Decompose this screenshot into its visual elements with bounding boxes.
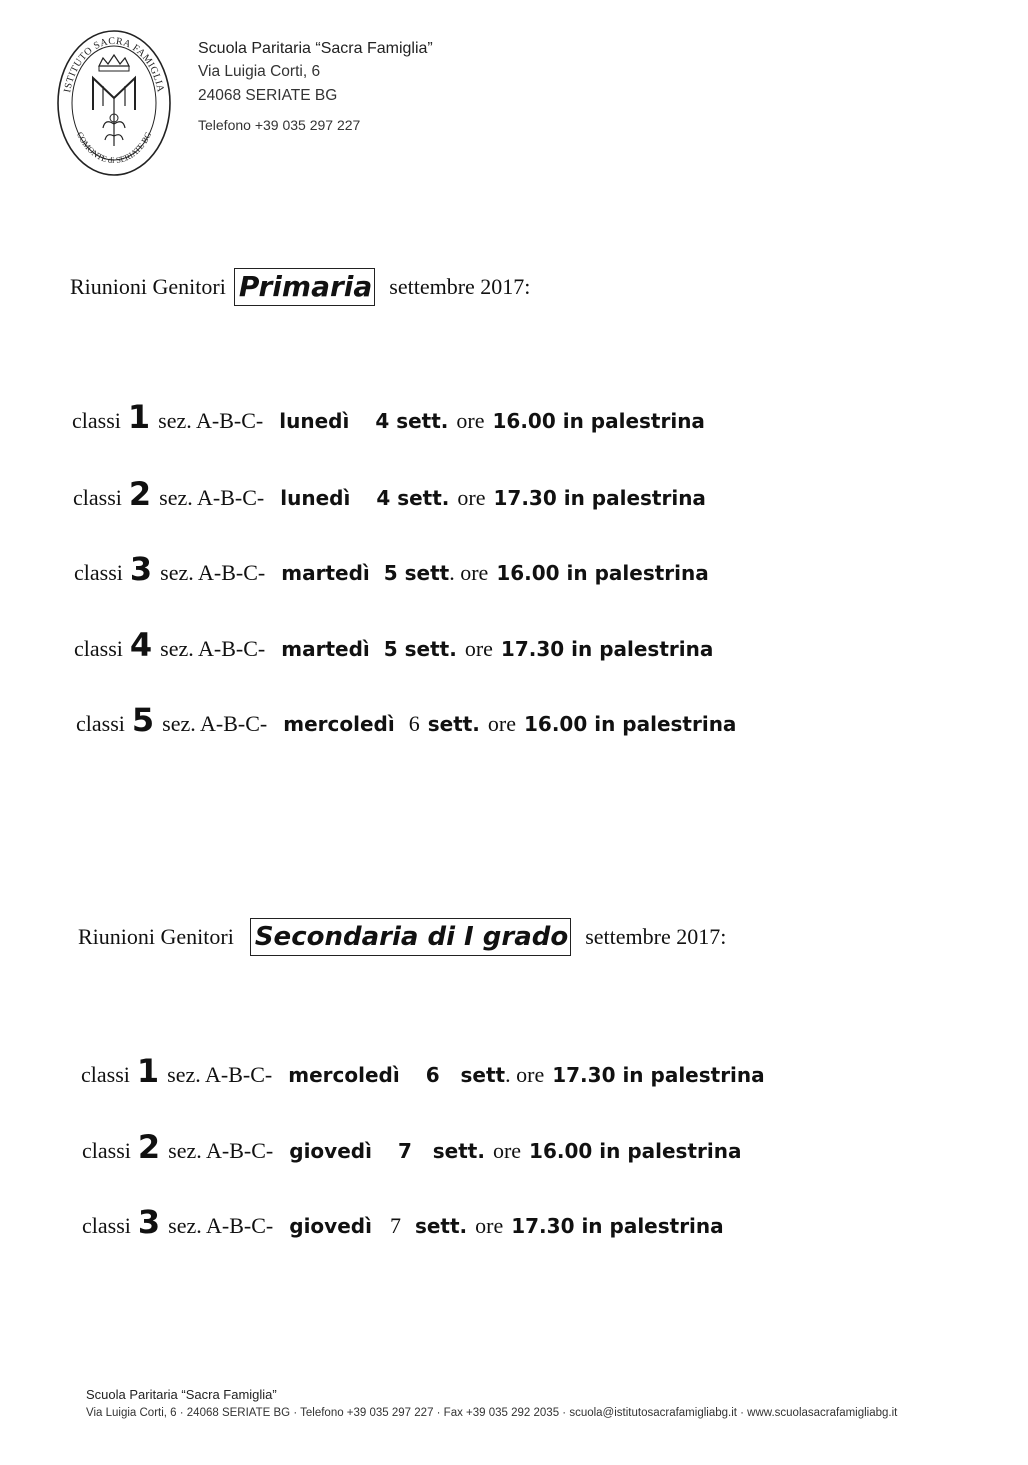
row-time-place: 16.00 in palestrina [492, 409, 705, 433]
row-ore: ore [457, 485, 486, 510]
row-class-number: 4 [129, 626, 153, 664]
row-class-number: 5 [131, 701, 155, 739]
row-class-number: 3 [129, 550, 153, 588]
row-day: martedì [281, 561, 370, 585]
row-ore: ore [464, 636, 493, 661]
school-seal-logo [55, 28, 173, 178]
row-classi: classi [74, 636, 123, 661]
row-day: lunedì [279, 409, 350, 433]
row-time-place: 17.30 in palestrina [511, 1214, 724, 1238]
primaria-heading-prefix: Riunioni Genitori [70, 274, 226, 299]
letterhead-city: 24068 SERIATE BG [198, 87, 338, 104]
secondaria-heading [78, 918, 726, 956]
row-class-number: 2 [128, 475, 152, 513]
row-time-place: 16.00 in palestrina [524, 712, 737, 736]
row-date: 7 sett. [397, 1139, 485, 1163]
row-classi: classi [72, 408, 121, 433]
primaria-row-1 [72, 398, 705, 436]
row-class-number: 2 [137, 1128, 161, 1166]
row-time-place: 17.30 in palestrina [500, 637, 714, 661]
secondaria-heading-prefix: Riunioni Genitori [78, 924, 234, 949]
row-sections: sez. A-B-C- [167, 1062, 273, 1087]
primaria-heading [70, 268, 530, 306]
row-sections: sez. A-B-C- [160, 560, 266, 585]
row-date: 4 sett. [376, 486, 450, 510]
row-date: 6 sett [425, 1063, 506, 1087]
row-date-number: 6 [408, 711, 420, 736]
row-day: mercoledì [288, 1063, 400, 1087]
row-ore: . ore [449, 560, 489, 585]
row-classi: classi [82, 1138, 131, 1163]
primaria-heading-suffix: settembre 2017: [389, 274, 531, 299]
row-ore: . ore [505, 1062, 545, 1087]
row-date: 4 sett. [375, 409, 449, 433]
seal-text-bottom: COMONTE di SERIATE BG [74, 130, 154, 166]
row-time-place: 16.00 in palestrina [496, 561, 709, 585]
row-sections: sez. A-B-C- [168, 1213, 274, 1238]
footer-contact-details: Via Luigia Corti, 6 · 24068 SERIATE BG · Telefono +39 035 297 227 · Fax +39 035 292 2035 · scuola@istitutosacrafamigliabg.it · www.scuolasacrafamigliabg.it [86, 1407, 898, 1419]
secondaria-row-2 [82, 1128, 741, 1166]
letterhead [198, 38, 433, 136]
seal-text-top: ISTITUTO SACRA FAMIGLIA [62, 35, 166, 94]
primaria-row-2 [73, 475, 706, 513]
row-day: lunedì [280, 486, 351, 510]
row-class-number: 1 [127, 398, 151, 436]
row-ore: ore [492, 1138, 522, 1163]
primaria-row-5 [76, 701, 736, 739]
footer-school-name: Scuola Paritaria “Sacra Famiglia” [86, 1387, 277, 1402]
row-classi: classi [73, 485, 122, 510]
row-day: giovedì [289, 1139, 372, 1163]
row-date: sett. [427, 712, 480, 736]
row-ore: ore [456, 408, 485, 433]
row-date: sett. [414, 1214, 468, 1238]
primaria-level-box: Primaria [234, 268, 375, 306]
row-sections: sez. A-B-C- [160, 636, 266, 661]
row-sections: sez. A-B-C- [159, 485, 265, 510]
row-time-place: 16.00 in palestrina [529, 1139, 742, 1163]
row-sections: sez. A-B-C- [168, 1138, 274, 1163]
row-class-number: 3 [137, 1203, 161, 1241]
row-day: giovedì [289, 1214, 372, 1238]
row-classi: classi [82, 1213, 131, 1238]
row-date: 5 sett [383, 561, 450, 585]
row-ore: ore [487, 711, 516, 736]
row-classi: classi [74, 560, 123, 585]
secondaria-row-3 [82, 1203, 724, 1241]
row-time-place: 17.30 in palestrina [493, 486, 706, 510]
row-time-place: 17.30 in palestrina [552, 1063, 765, 1087]
letterhead-school-name: Scuola Paritaria “Sacra Famiglia” [198, 40, 433, 57]
row-date-number: 7 [389, 1213, 401, 1238]
row-day: mercoledì [283, 712, 395, 736]
letterhead-street: Via Luigia Corti, 6 [198, 63, 321, 80]
row-classi: classi [81, 1062, 130, 1087]
row-sections: sez. A-B-C- [162, 711, 268, 736]
primaria-row-3 [74, 550, 709, 588]
svg-text:ISTITUTO SACRA FAMIGLIA [62, 36, 166, 94]
secondaria-level-box: Secondaria di I grado [250, 918, 571, 956]
letterhead-phone: Telefono +39 035 297 227 [198, 117, 361, 133]
secondaria-heading-suffix: settembre 2017: [585, 924, 727, 949]
row-day: martedì [281, 637, 370, 661]
row-sections: sez. A-B-C- [158, 408, 264, 433]
row-class-number: 1 [136, 1052, 160, 1090]
row-date: 5 sett. [383, 637, 457, 661]
secondaria-row-1 [81, 1052, 765, 1090]
primaria-row-4 [74, 626, 713, 664]
row-classi: classi [76, 711, 125, 736]
footer [86, 1386, 897, 1422]
row-ore: ore [475, 1213, 504, 1238]
